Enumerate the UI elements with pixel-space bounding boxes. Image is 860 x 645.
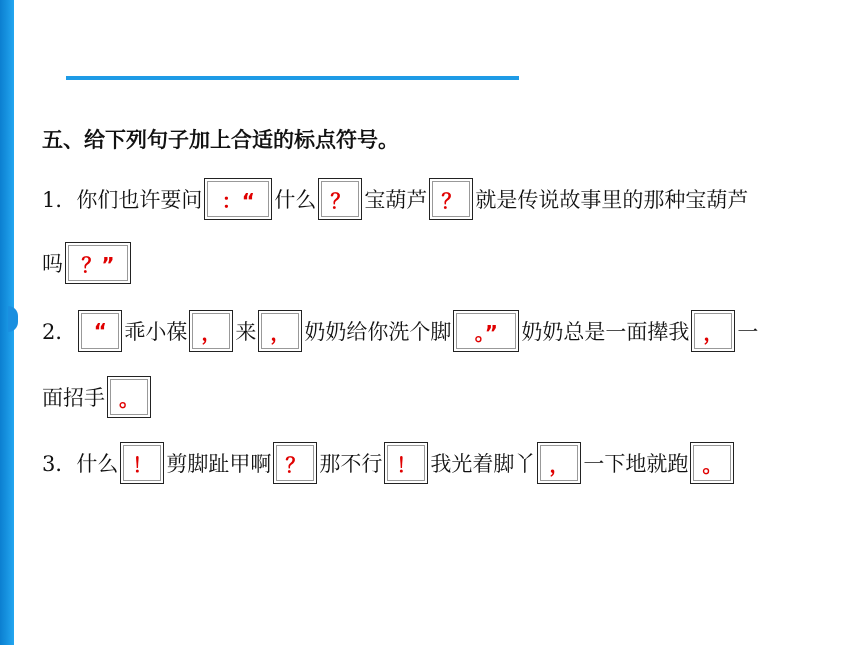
sentence-2-line-1 — [42, 308, 758, 354]
answer-punctuation: ！ — [132, 452, 153, 477]
sentence-text: 就是传说故事里的那种宝葫芦 — [475, 188, 749, 212]
sentence-text: 一 — [737, 320, 759, 344]
answer-punctuation: ， — [549, 452, 570, 477]
answer-box[interactable] — [537, 442, 581, 484]
answer-box[interactable] — [258, 310, 302, 352]
answer-punctuation: 。 — [702, 452, 723, 477]
answer-box[interactable] — [78, 310, 122, 352]
answer-box[interactable] — [318, 178, 362, 220]
sentence-text: 一下地就跑 — [583, 452, 689, 476]
sentence-text: 乖小葆 — [124, 320, 188, 344]
left-accent-notch — [8, 306, 18, 332]
answer-box[interactable] — [690, 442, 734, 484]
sentence-text: 宝葫芦 — [364, 188, 428, 212]
sentence-text: 奶奶总是一面撵我 — [521, 320, 690, 344]
answer-punctuation: ？ — [441, 188, 462, 213]
sentence-text: 1．你们也许要问 — [42, 188, 203, 212]
sentence-2-line-2 — [42, 374, 153, 420]
sentence-text: 2． — [42, 320, 77, 344]
answer-punctuation: ， — [201, 320, 222, 345]
sentence-1-line-2 — [42, 240, 133, 286]
answer-box[interactable] — [120, 442, 164, 484]
question-title: 五、给下列句子加上合适的标点符号。 — [42, 127, 399, 152]
answer-punctuation: ， — [270, 320, 291, 345]
answer-punctuation: 。 — [119, 386, 139, 411]
sentence-text: 3．什么 — [42, 452, 119, 476]
answer-punctuation: 。” — [474, 320, 498, 345]
answer-box[interactable] — [691, 310, 735, 352]
answer-box[interactable] — [453, 310, 519, 352]
sentence-text: 面招手 — [42, 386, 105, 410]
sentence-text: 来 — [235, 320, 257, 344]
answer-punctuation: ？ — [330, 188, 351, 213]
sentence-text: 剪脚趾甲啊 — [166, 452, 272, 476]
answer-box[interactable] — [189, 310, 233, 352]
top-divider — [66, 76, 519, 80]
sentence-text: 什么 — [274, 188, 317, 212]
answer-box[interactable] — [429, 178, 473, 220]
sentence-3-line-1 — [42, 440, 736, 486]
answer-punctuation: ：“ — [221, 188, 255, 213]
answer-box[interactable] — [107, 376, 151, 418]
answer-box[interactable] — [384, 442, 428, 484]
sentence-1-line-1 — [42, 176, 748, 222]
sentence-text: 吗 — [42, 252, 63, 276]
answer-punctuation: ， — [703, 320, 724, 345]
sentence-text: 我光着脚丫 — [430, 452, 536, 476]
answer-box[interactable] — [204, 178, 272, 220]
answer-punctuation: “ — [93, 319, 107, 343]
answer-punctuation: ？” — [81, 252, 115, 277]
answer-punctuation: ？ — [285, 452, 306, 477]
sentence-text: 奶奶给你洗个脚 — [304, 320, 452, 344]
answer-box[interactable] — [65, 242, 131, 284]
answer-punctuation: ！ — [396, 452, 417, 477]
sentence-text: 那不行 — [319, 452, 383, 476]
answer-box[interactable] — [273, 442, 317, 484]
